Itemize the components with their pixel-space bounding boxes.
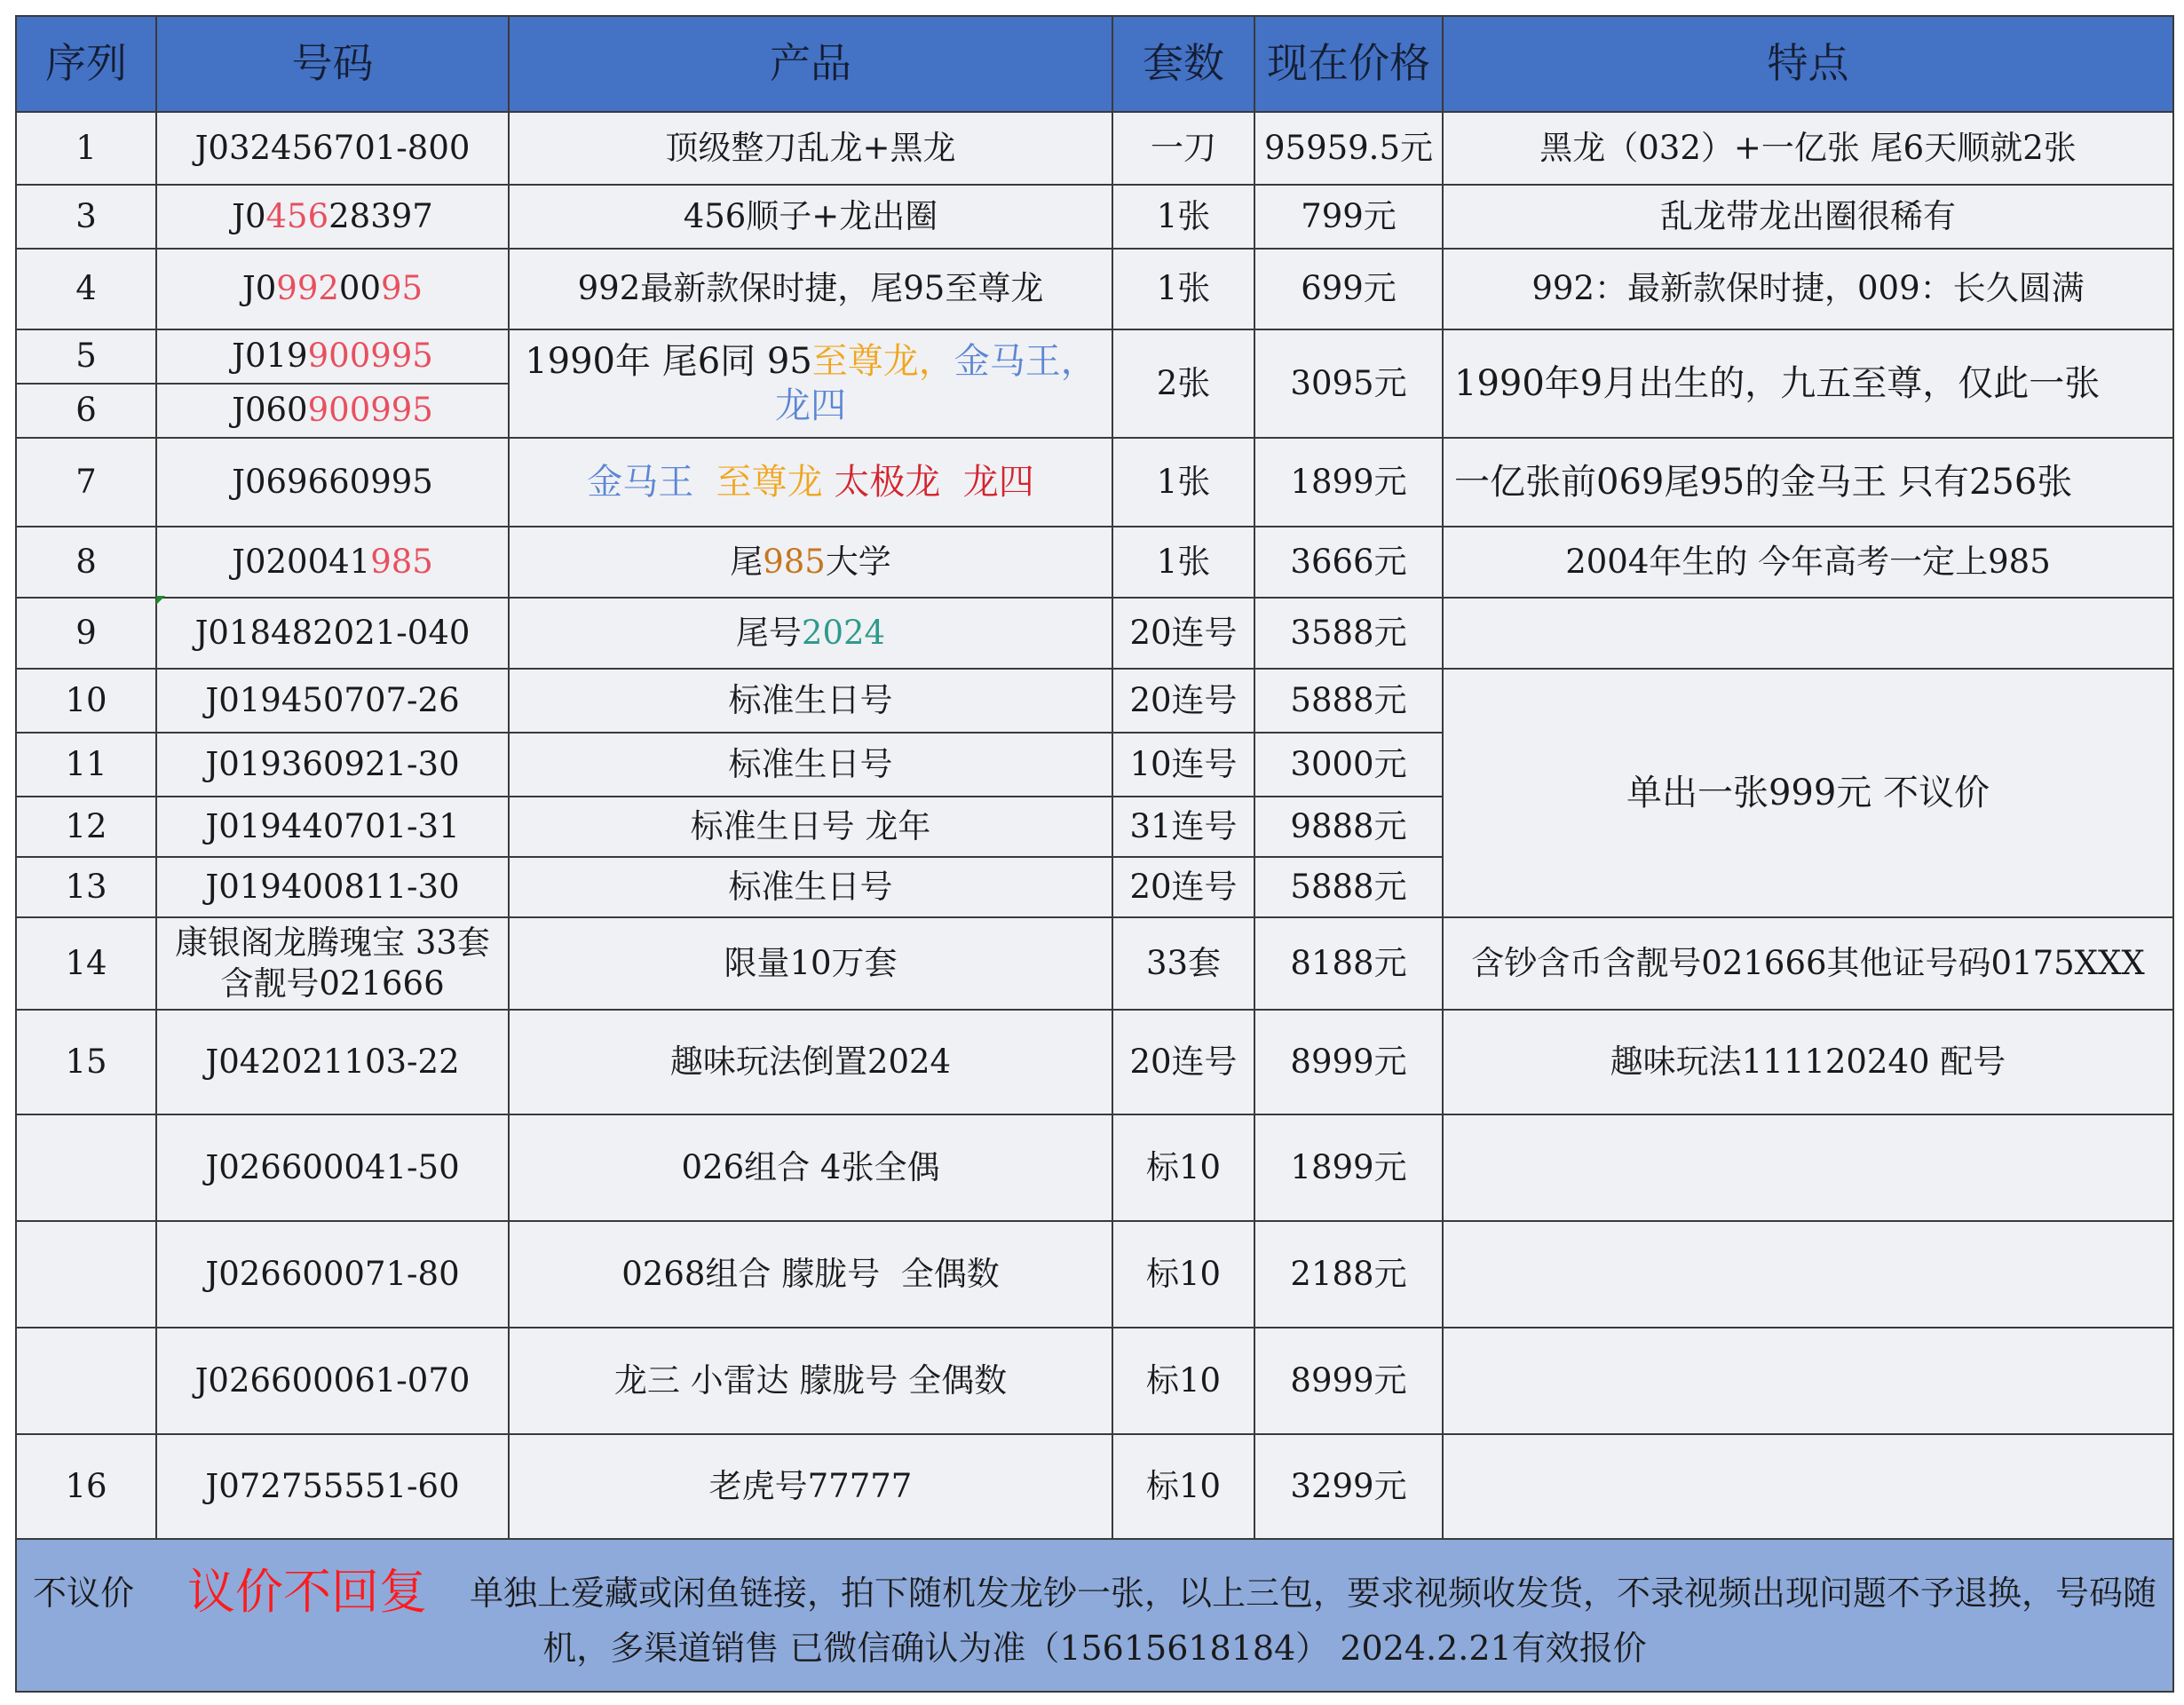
highlight-text: 金马王，龙四 <box>775 341 1096 426</box>
highlight-text: 龙四 <box>962 462 1034 503</box>
product-cell <box>509 527 1112 598</box>
table-row <box>16 329 2173 384</box>
seq-cell: 13 <box>16 857 156 917</box>
product-cell <box>509 1221 1112 1328</box>
seq-cell <box>16 1328 156 1434</box>
number-cell <box>156 1328 509 1434</box>
cell-comment-marker <box>156 596 165 605</box>
feature-cell <box>1443 598 2173 669</box>
number-cell <box>156 527 509 598</box>
price-cell: 1899元 <box>1254 1114 1443 1221</box>
table-row <box>16 527 2173 598</box>
highlight-text: 太极龙 <box>834 462 941 503</box>
footer-note-cell <box>16 1539 2173 1692</box>
cell-text: 顶级整刀乱龙+黑龙 <box>665 128 956 167</box>
cell-text: J019 <box>232 337 308 376</box>
qty-cell: 标10 <box>1112 1434 1254 1539</box>
cell-text: 一亿张前069尾95的金马王 只有256张 <box>1454 462 2073 503</box>
seq-cell: 7 <box>16 438 156 527</box>
table-row <box>16 249 2173 329</box>
header-price: 现在价格 <box>1254 16 1443 112</box>
cell-text: 黑龙（032）+一亿张 尾6天顺就2张 <box>1539 128 2077 167</box>
cell-text: 456顺子+龙出圈 <box>683 196 938 235</box>
product-cell <box>509 1328 1112 1434</box>
cell-text: 尾 <box>730 542 764 581</box>
number-cell <box>156 598 509 669</box>
cell-text: 标准生日号 <box>728 744 893 783</box>
seq-cell: 10 <box>16 669 156 733</box>
table-row <box>16 669 2173 733</box>
seq-cell: 15 <box>16 1010 156 1114</box>
qty-cell: 20连号 <box>1112 857 1254 917</box>
number-cell <box>156 1221 509 1328</box>
highlight-text: 985 <box>763 542 826 581</box>
cell-text: J0 <box>232 196 266 235</box>
price-cell: 799元 <box>1254 185 1443 249</box>
number-cell <box>156 438 509 527</box>
number-cell <box>156 329 509 384</box>
cell-text: 尾号 <box>735 613 802 652</box>
number-cell <box>156 249 509 329</box>
number-cell <box>156 917 509 1010</box>
qty-cell: 2张 <box>1112 329 1254 438</box>
table-row <box>16 185 2173 249</box>
seq-cell: 6 <box>16 384 156 438</box>
highlight-text: 2024 <box>801 613 886 652</box>
cell-text: 单出一张999元 不议价 <box>1626 773 1990 813</box>
cell-text <box>823 462 835 503</box>
cell-text: J026600061-070 <box>194 1360 471 1400</box>
qty-cell: 10连号 <box>1112 733 1254 797</box>
qty-cell: 1张 <box>1112 527 1254 598</box>
number-cell <box>156 185 509 249</box>
price-cell: 5888元 <box>1254 857 1443 917</box>
seq-cell <box>16 1221 156 1328</box>
cell-text: J020041 <box>232 542 371 581</box>
table-row <box>16 917 2173 1010</box>
price-cell: 3588元 <box>1254 598 1443 669</box>
cell-text: J019360921-30 <box>205 744 460 783</box>
cell-text <box>693 462 716 503</box>
feature-cell <box>1443 438 2173 527</box>
feature-cell <box>1443 1434 2173 1539</box>
cell-text: 趣味玩法倒置2024 <box>669 1042 952 1081</box>
product-cell <box>509 1010 1112 1114</box>
cell-text: J026600041-50 <box>205 1147 460 1186</box>
product-cell <box>509 185 1112 249</box>
feature-cell <box>1443 1010 2173 1114</box>
cell-text: 标准生日号 龙年 <box>690 806 931 845</box>
cell-text: 标准生日号 <box>728 680 893 719</box>
product-cell <box>509 598 1112 669</box>
product-cell <box>509 733 1112 797</box>
product-cell <box>509 249 1112 329</box>
cell-text: 龙三 小雷达 朦胧号 全偶数 <box>613 1360 1008 1400</box>
seq-cell: 14 <box>16 917 156 1010</box>
seq-cell: 9 <box>16 598 156 669</box>
feature-cell <box>1443 1328 2173 1434</box>
product-cell <box>509 438 1112 527</box>
cell-text: J072755551-60 <box>205 1466 460 1505</box>
product-cell <box>509 857 1112 917</box>
table-row <box>16 112 2173 185</box>
header-seq: 序列 <box>16 16 156 112</box>
cell-text: 含钞含币含靓号021666其他证号码0175XXX <box>1471 943 2145 982</box>
price-cell: 3095元 <box>1254 329 1443 438</box>
price-cell: 1899元 <box>1254 438 1443 527</box>
table-row <box>16 438 2173 527</box>
cell-text: J019450707-26 <box>205 680 460 719</box>
cell-text: 乱龙带龙出圈很稀有 <box>1660 196 1956 235</box>
qty-cell: 标10 <box>1112 1221 1254 1328</box>
seq-cell: 16 <box>16 1434 156 1539</box>
price-cell: 3000元 <box>1254 733 1443 797</box>
qty-cell: 1张 <box>1112 185 1254 249</box>
feature-cell <box>1443 1221 2173 1328</box>
highlight-text: 至尊龙 <box>716 462 823 503</box>
price-cell: 95959.5元 <box>1254 112 1443 185</box>
cell-text: J026600071-80 <box>205 1254 460 1293</box>
number-cell <box>156 669 509 733</box>
seq-cell: 8 <box>16 527 156 598</box>
cell-text: J019440701-31 <box>205 806 460 845</box>
cell-text: 28397 <box>328 196 433 235</box>
cell-text: 992：最新款保时捷，009：长久圆满 <box>1531 269 2085 308</box>
cell-text: J060 <box>232 391 308 430</box>
feature-cell <box>1443 249 2173 329</box>
number-cell <box>156 857 509 917</box>
qty-cell: 1张 <box>1112 438 1254 527</box>
feature-cell <box>1443 1114 2173 1221</box>
footer-row <box>16 1539 2173 1692</box>
qty-cell: 20连号 <box>1112 669 1254 733</box>
cell-text: 老虎号77777 <box>708 1466 913 1505</box>
footer-warning: 议价不回复 <box>187 1563 427 1620</box>
product-cell <box>509 797 1112 857</box>
price-cell: 8188元 <box>1254 917 1443 1010</box>
price-cell: 8999元 <box>1254 1328 1443 1434</box>
highlight-text: 456 <box>265 196 329 235</box>
cell-text: J069660995 <box>232 462 433 501</box>
cell-text: J019400811-30 <box>205 867 460 906</box>
cell-text: 标准生日号 <box>728 867 893 906</box>
seq-cell: 4 <box>16 249 156 329</box>
feature-cell <box>1443 329 2173 438</box>
footer-label: 不议价 <box>32 1573 134 1613</box>
seq-cell <box>16 1114 156 1221</box>
table-row <box>16 1114 2173 1221</box>
product-cell <box>509 917 1112 1010</box>
product-cell <box>509 1114 1112 1221</box>
number-cell <box>156 1010 509 1114</box>
seq-cell: 5 <box>16 329 156 384</box>
cell-text: 2004年生的 今年高考一定上985 <box>1565 542 2051 581</box>
number-cell <box>156 733 509 797</box>
highlight-text: 985 <box>370 542 433 581</box>
qty-cell: 1张 <box>1112 249 1254 329</box>
table-row <box>16 1221 2173 1328</box>
price-cell: 3666元 <box>1254 527 1443 598</box>
feature-cell <box>1443 527 2173 598</box>
cell-text: 00 <box>338 269 381 308</box>
product-cell <box>509 329 1112 438</box>
qty-cell: 一刀 <box>1112 112 1254 185</box>
number-cell <box>156 1114 509 1221</box>
cell-text: J032456701-800 <box>194 128 471 167</box>
number-cell <box>156 384 509 438</box>
header-number: 号码 <box>156 16 509 112</box>
header-feature: 特点 <box>1443 16 2173 112</box>
highlight-text: 95 <box>381 269 423 308</box>
cell-text: J042021103-22 <box>205 1042 460 1081</box>
seq-cell: 3 <box>16 185 156 249</box>
cell-text: 趣味玩法111120240 配号 <box>1610 1042 2006 1081</box>
price-cell: 2188元 <box>1254 1221 1443 1328</box>
highlight-text: 金马王 <box>587 462 694 503</box>
table-row <box>16 1434 2173 1539</box>
cell-text: J018482021-040 <box>194 613 471 652</box>
qty-cell: 标10 <box>1112 1328 1254 1434</box>
cell-text: J0 <box>241 269 277 308</box>
qty-cell: 标10 <box>1112 1114 1254 1221</box>
cell-text: 限量10万套 <box>724 943 898 982</box>
feature-cell <box>1443 669 2173 917</box>
header-row <box>16 16 2173 112</box>
table-row <box>16 1010 2173 1114</box>
cell-text: 1990年 尾6同 95 <box>525 341 812 382</box>
feature-cell <box>1443 185 2173 249</box>
table-row <box>16 1328 2173 1434</box>
price-cell: 699元 <box>1254 249 1443 329</box>
qty-cell: 20连号 <box>1112 598 1254 669</box>
footer-note: 单独上爱藏或闲鱼链接，拍下随机发龙钞一张，以上三包，要求视频收发货，不录视频出现问题不予退换，号码随机，多渠道销售 已微信确认为准（15615618184） 2024.2.21有效报价 <box>470 1573 2157 1669</box>
highlight-text: 900995 <box>307 391 433 430</box>
header-qty: 套数 <box>1112 16 1254 112</box>
feature-cell <box>1443 112 2173 185</box>
cell-text: 992最新款保时捷，尾95至尊龙 <box>577 269 1044 308</box>
product-cell <box>509 112 1112 185</box>
number-cell <box>156 797 509 857</box>
cell-text: 大学 <box>825 542 891 581</box>
price-cell: 3299元 <box>1254 1434 1443 1539</box>
product-cell <box>509 1434 1112 1539</box>
cell-text: 康银阁龙腾瑰宝 33套含靓号021666 <box>175 923 490 1003</box>
cell-text <box>940 462 962 503</box>
number-cell <box>156 112 509 185</box>
price-cell: 8999元 <box>1254 1010 1443 1114</box>
highlight-text: 900995 <box>307 337 433 376</box>
product-cell <box>509 669 1112 733</box>
price-cell: 9888元 <box>1254 797 1443 857</box>
highlight-text: 至尊龙， <box>811 341 954 382</box>
seq-cell: 12 <box>16 797 156 857</box>
price-cell: 5888元 <box>1254 669 1443 733</box>
qty-cell: 20连号 <box>1112 1010 1254 1114</box>
qty-cell: 33套 <box>1112 917 1254 1010</box>
seq-cell: 1 <box>16 112 156 185</box>
seq-cell: 11 <box>16 733 156 797</box>
cell-text: 026组合 4张全偶 <box>681 1147 940 1186</box>
qty-cell: 31连号 <box>1112 797 1254 857</box>
header-product: 产品 <box>509 16 1112 112</box>
cell-text: 1990年9月出生的，九五至尊，仅此一张 <box>1454 363 2101 404</box>
feature-cell <box>1443 917 2173 1010</box>
highlight-text: 992 <box>276 269 339 308</box>
table-row <box>16 598 2173 669</box>
number-cell <box>156 1434 509 1539</box>
cell-text: 0268组合 朦胧号 全偶数 <box>621 1254 1000 1293</box>
price-list-table <box>15 15 2174 1693</box>
